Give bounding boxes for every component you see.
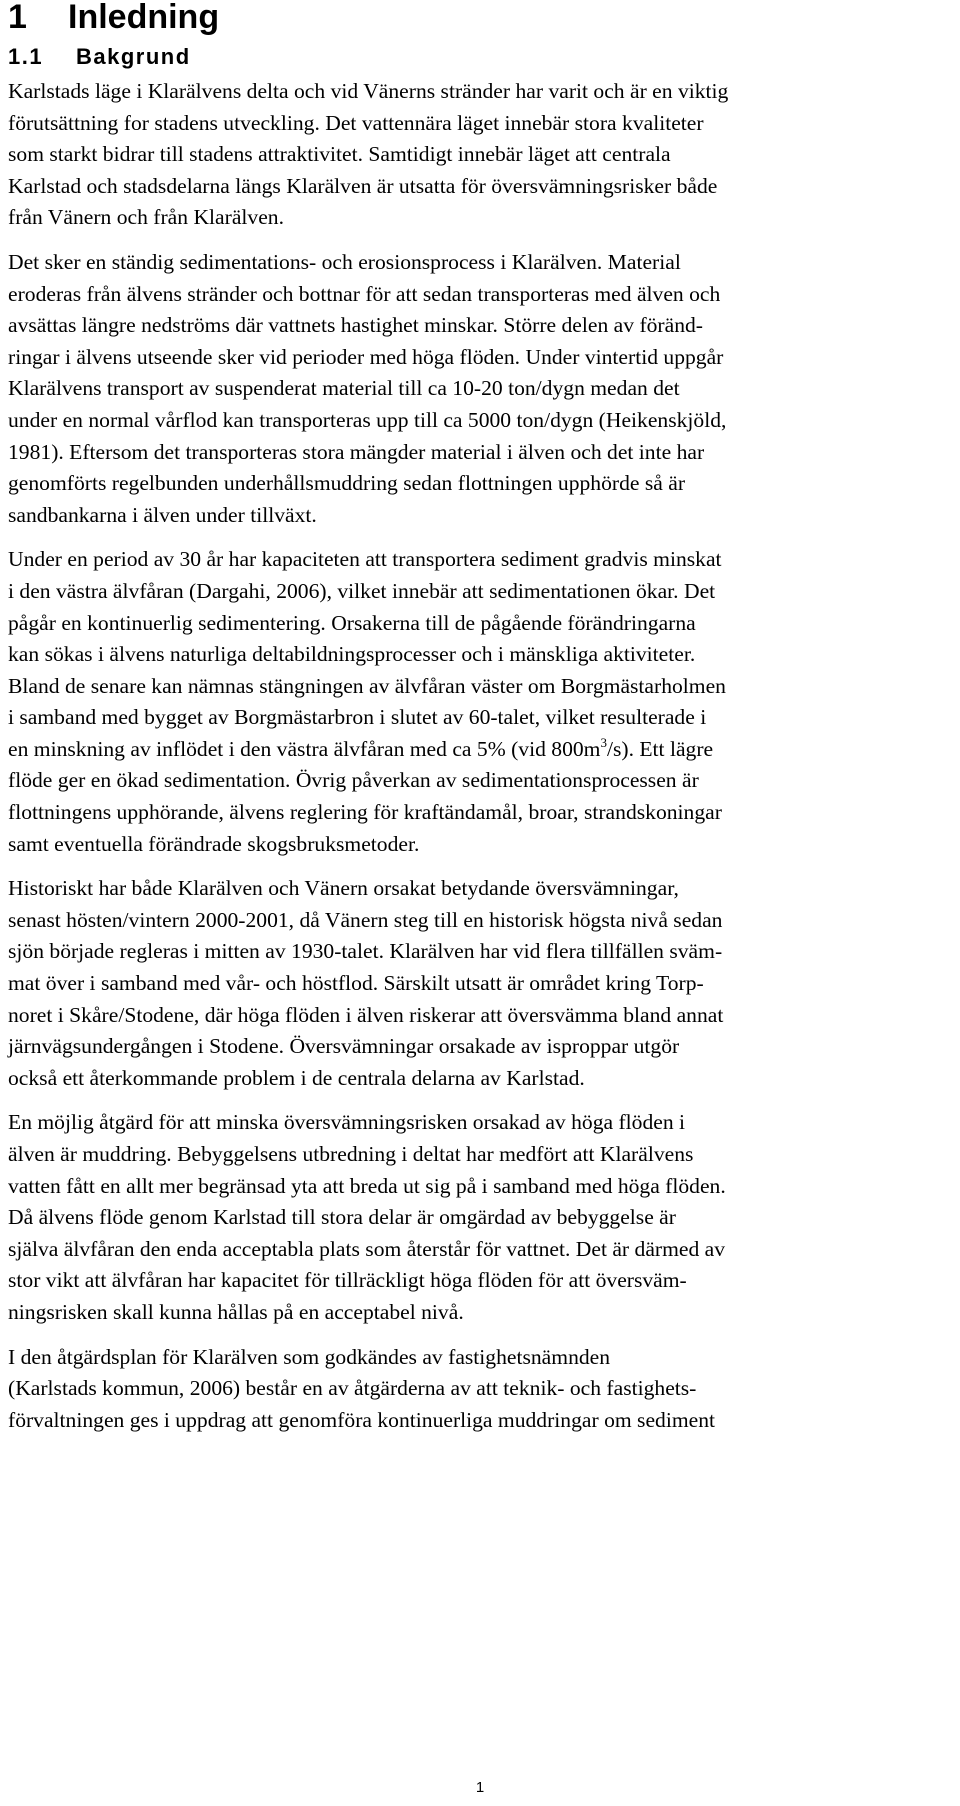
text-line: sjön började regleras i mitten av 1930-talet. Klarälven har vid flera tillfällen sväm-: [8, 939, 723, 964]
paragraph: [8, 1342, 948, 1437]
text-line: [8, 734, 948, 766]
text-line: som starkt bidrar till stadens attraktivitet. Samtidigt innebär läget att centrala: [8, 142, 671, 167]
text-line: eroderas från älvens stränder och bottnar för att sedan transporteras med älven och: [8, 281, 721, 306]
text-line: samt eventuella förändrade skogsbruksmetoder.: [8, 831, 420, 856]
text-line: noret i Skåre/Stodene, där höga flöden i älven riskerar att översvämma bland annat: [8, 1002, 724, 1027]
text-line: Historiskt har både Klarälven och Vänern orsakat betydande översvämningar,: [8, 876, 679, 901]
text-line: En möjlig åtgärd för att minska översvämningsrisken orsakad av höga flöden i: [8, 1110, 686, 1135]
text-line: Karlstads läge i Klarälvens delta och vid Vänerns stränder har varit och är en viktig: [8, 79, 729, 103]
text-line: Det sker en ständig sedimentations- och erosionsprocess i Klarälven. Material: [8, 249, 681, 274]
text-line: järnvägsundergången i Stodene. Översvämningar orsakade av isproppar utgör: [8, 1034, 680, 1059]
text-line: 1981). Eftersom det transporteras stora mängder material i älven och det inte har: [8, 439, 705, 464]
paragraph: [8, 76, 948, 234]
text-line: Bland de senare kan nämnas stängningen av älvfåran väster om Borgmästarholmen: [8, 673, 726, 698]
text-line: Karlstad och stadsdelarna längs Klarälven är utsatta för översvämningsrisker både: [8, 173, 718, 198]
paragraph: [8, 1107, 948, 1328]
text-line: mat över i samband med vår- och höstflod. Särskilt utsatt är området kring Torp-: [8, 971, 704, 996]
text-line: Under en period av 30 år har kapaciteten att transportera sediment gradvis minskat: [8, 547, 722, 572]
text-line: senast hösten/vintern 2000-2001, då Vänern steg till en historisk högsta nivå sedan: [8, 907, 723, 932]
text-line: sandbankarna i älven under tillväxt.: [8, 502, 317, 527]
text-line: kan sökas i älvens naturliga deltabildningsprocesser och i mänskliga aktiviteter.: [8, 642, 696, 667]
text-line: (Karlstads kommun, 2006) består en av åtgärderna av att teknik- och fastighets-: [8, 1376, 697, 1401]
text-line: från Vänern och från Klarälven.: [8, 205, 284, 230]
text-line: älven är muddring. Bebyggelsens utbredning i deltat har medfört att Klarälvens: [8, 1142, 694, 1166]
section-title: Bakgrund: [76, 44, 191, 69]
text-line: pågår en kontinuerlig sedimentering. Orsakerna till de pågående förändringarna: [8, 610, 696, 635]
text-line: flöde ger en ökad sedimentation. Övrig påverkan av sedimentationsprocessen är: [8, 768, 699, 793]
page-footer: [0, 1780, 960, 1796]
text-line: I den åtgärdsplan för Klarälven som godkändes av fastighetsnämnden: [8, 1344, 611, 1369]
text-line: genomförts regelbunden underhållsmuddring sedan flottningen upphörde så är: [8, 471, 686, 496]
text-line: förutsättning for stadens utveckling. Det vattennära läget innebär stora kvaliteter: [8, 110, 704, 135]
text-line: själva älvfåran den enda acceptabla plats som återstår för vattnet. Det är därmed av: [8, 1236, 726, 1261]
text-line: i den västra älvfåran (Dargahi, 2006), vilket innebär att sedimentationen ökar. Det: [8, 578, 716, 603]
text-line: Klarälvens transport av suspenderat material till ca 10-20 ton/dygn medan det: [8, 376, 680, 401]
document-content: [8, 0, 948, 1449]
section-heading: [8, 46, 948, 70]
text-line: i samband med bygget av Borgmästarbron i slutet av 60-talet, vilket resulterade i: [8, 705, 707, 730]
text-line: avsättas längre nedströms där vattnets hastighet minskar. Större delen av föränd-: [8, 313, 703, 338]
text-line: ringar i älvens utseende sker vid perioder med höga flöden. Under vintertid uppgår: [8, 344, 724, 369]
body-text: [8, 76, 948, 1436]
chapter-heading: [8, 0, 948, 38]
text-line: stor vikt att älvfåran har kapacitet för tillräckligt höga flöden för att översväm-: [8, 1268, 687, 1293]
text-segment: en minskning av inflödet i den västra älvfåran med ca 5% (vid 800m: [8, 736, 601, 761]
chapter-title: Inledning: [68, 0, 220, 36]
text-line: under en normal vårflod kan transporteras upp till ca 5000 ton/dygn (Heikenskjöld,: [8, 407, 727, 432]
text-segment: /s). Ett lägre: [606, 736, 714, 761]
paragraph: [8, 247, 948, 531]
text-line: Då älvens flöde genom Karlstad till stora delar är omgärdad av bebyggelse är: [8, 1205, 676, 1230]
paragraph: [8, 544, 948, 860]
text-line: ningsrisken skall kunna hållas på en acceptabel nivå.: [8, 1299, 464, 1324]
text-line: flottningens upphörande, älvens reglering för kraftändamål, broar, strandskoningar: [8, 800, 722, 825]
page-number: 1: [475, 1779, 485, 1796]
paragraph: [8, 873, 948, 1094]
text-line: också ett återkommande problem i de centrala delarna av Karlstad.: [8, 1065, 585, 1090]
text-line: vatten fått en allt mer begränsad yta att breda ut sig på i samband med höga flöden.: [8, 1173, 726, 1198]
section-number: 1.1: [8, 44, 44, 69]
superscript: 3: [600, 734, 607, 750]
chapter-number: 1: [8, 0, 27, 36]
text-line: förvaltningen ges i uppdrag att genomföra kontinuerliga muddringar om sediment: [8, 1407, 716, 1432]
